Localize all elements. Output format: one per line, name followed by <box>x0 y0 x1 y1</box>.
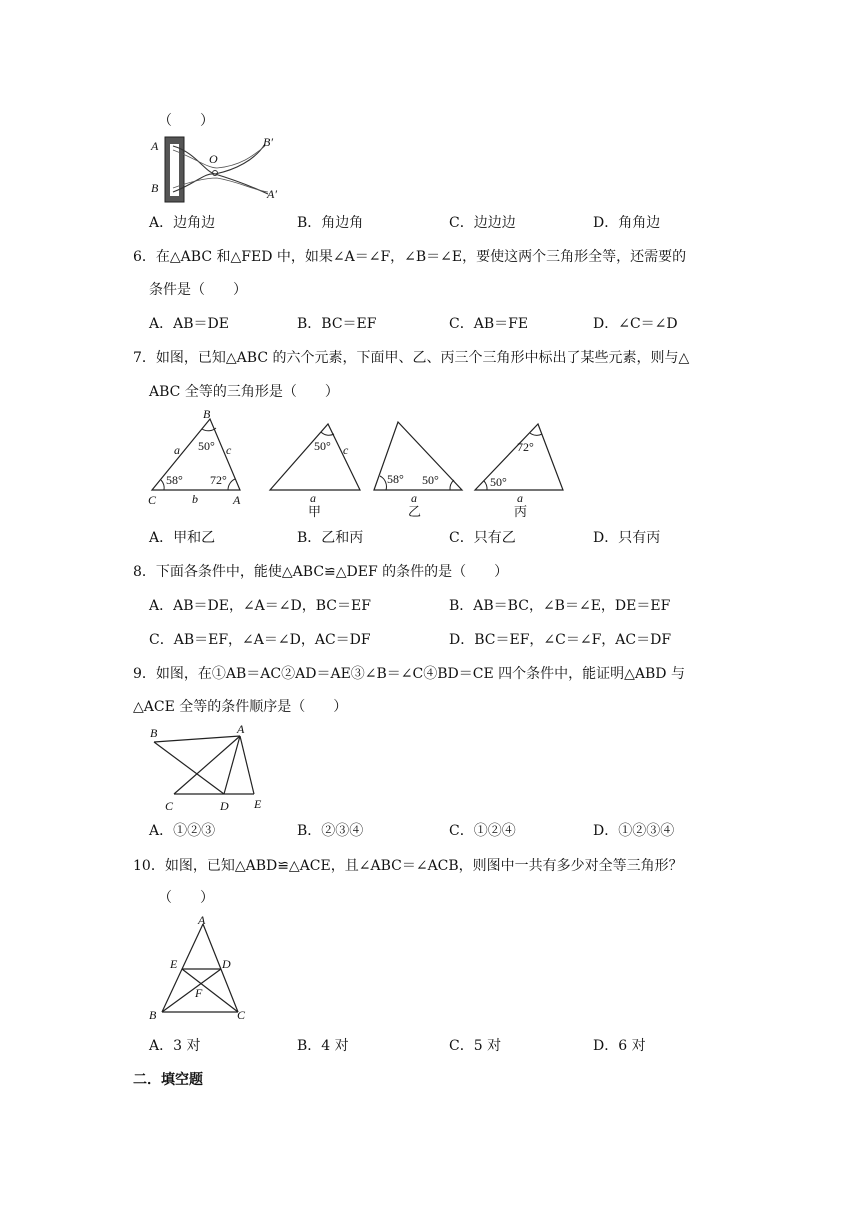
label-b-prime: B′ <box>263 135 273 149</box>
label-f: F <box>195 986 203 1000</box>
q6-stem-line1: 6．在△ABC 和△FED 中，如果∠A＝∠F，∠B＝∠E，要使这两个三角形全等，还需要的 <box>133 249 687 265</box>
label-d: D <box>222 957 231 971</box>
label-a: A <box>151 139 159 153</box>
label-c: C <box>148 493 157 507</box>
q5-paren: （ ） <box>158 113 214 129</box>
q8-stem: 8．下面各条件中，能使△ABC≌△DEF 的条件的是（ ） <box>133 564 509 580</box>
label-side-a: a <box>174 443 180 457</box>
label-c: C <box>237 1008 246 1022</box>
yi-name: 乙 <box>408 504 422 519</box>
q9-option-d: D．①②③④ <box>593 823 675 839</box>
label-c: C <box>165 799 174 813</box>
q7-option-a: A．甲和乙 <box>149 530 216 546</box>
label-angle-a: 72° <box>210 473 227 487</box>
q7-figure <box>140 404 580 524</box>
label-b: B <box>150 726 158 740</box>
label-a: A <box>237 722 245 736</box>
label-a: A <box>233 493 241 507</box>
q10-option-d: D．6 对 <box>593 1038 646 1054</box>
q10-figure <box>146 914 256 1024</box>
q10-option-b: B．4 对 <box>297 1038 349 1054</box>
q5-figure <box>145 132 290 208</box>
bing-angle-50: 50° <box>490 475 507 489</box>
q8-option-c: C．AB＝EF，∠A＝∠D，AC＝DF <box>149 632 371 648</box>
q6-stem-line2: 条件是（ ） <box>149 282 247 298</box>
label-b: B <box>149 1008 157 1022</box>
label-e: E <box>254 797 262 811</box>
q7-stem-line1: 7．如图，已知△ABC 的六个元素，下面甲、乙、丙三个三角形中标出了某些元素，则与△ <box>133 350 690 366</box>
label-a: A <box>198 914 206 927</box>
q7-stem-line2: ABC 全等的三角形是（ ） <box>149 384 339 400</box>
q7-option-c: C．只有乙 <box>449 530 516 546</box>
triangle-jia <box>270 424 360 490</box>
label-o: O <box>209 152 218 166</box>
q6-option-b: B．BC＝EF <box>297 316 377 332</box>
q9-option-b: B．②③④ <box>297 823 364 839</box>
yi-angle-58: 58° <box>387 472 404 486</box>
q9-option-c: C．①②④ <box>449 823 516 839</box>
label-angle-c: 58° <box>166 473 183 487</box>
bing-name: 丙 <box>514 504 528 519</box>
triangle-bing <box>475 424 563 490</box>
q9-stem-line2: △ACE 全等的条件顺序是（ ） <box>133 699 348 715</box>
jia-side-a: a <box>310 491 316 505</box>
q10-stem: 10．如图，已知△ABD≌△ACE，且∠ABC＝∠ACB，则图中一共有多少对全等三角形？ <box>133 858 683 874</box>
bing-side-a: a <box>517 491 523 505</box>
label-b: B <box>151 181 159 195</box>
q9-option-a: A．①②③ <box>149 823 216 839</box>
label-angle-b: 50° <box>198 439 215 453</box>
q7-option-b: B．乙和丙 <box>297 530 364 546</box>
label-a-prime: A′ <box>267 187 277 201</box>
jia-name: 甲 <box>308 504 322 519</box>
q8-option-a: A．AB＝DE，∠A＝∠D，BC＝EF <box>149 598 371 614</box>
bing-angle-72: 72° <box>517 440 534 454</box>
q8-option-d: D．BC＝EF，∠C＝∠F，AC＝DF <box>449 632 672 648</box>
q5-option-c: C．边边边 <box>449 215 516 231</box>
q8-option-b: B．AB＝BC，∠B＝∠E，DE＝EF <box>449 598 671 614</box>
label-b: B <box>203 407 211 421</box>
jia-side-c: c <box>343 443 349 457</box>
q9-figure <box>144 722 274 814</box>
q10-option-a: A．3 对 <box>149 1038 201 1054</box>
q5-option-d: D．角角边 <box>593 215 661 231</box>
q7-option-d: D．只有丙 <box>593 530 661 546</box>
q6-option-a: A．AB＝DE <box>149 316 229 332</box>
q6-option-d: D．∠C＝∠D <box>593 316 678 332</box>
yi-angle-50: 50° <box>422 473 439 487</box>
q6-option-c: C．AB＝FE <box>449 316 529 332</box>
label-side-b: b <box>192 492 198 506</box>
q5-option-b: B．角边角 <box>297 215 364 231</box>
section-heading: 二．填空题 <box>133 1072 203 1088</box>
q5-option-a: A．边角边 <box>149 215 216 231</box>
label-d: D <box>220 799 229 813</box>
q10-paren: （ ） <box>158 890 214 906</box>
yi-side-a: a <box>411 491 417 505</box>
q10-option-c: C．5 对 <box>449 1038 502 1054</box>
label-e: E <box>170 957 178 971</box>
jia-angle: 50° <box>314 439 331 453</box>
q9-stem-line1: 9．如图，在①AB＝AC②AD＝AE③∠B＝∠C④BD＝CE 四个条件中，能证明△ABD 与 <box>133 666 685 682</box>
label-side-c: c <box>226 443 232 457</box>
